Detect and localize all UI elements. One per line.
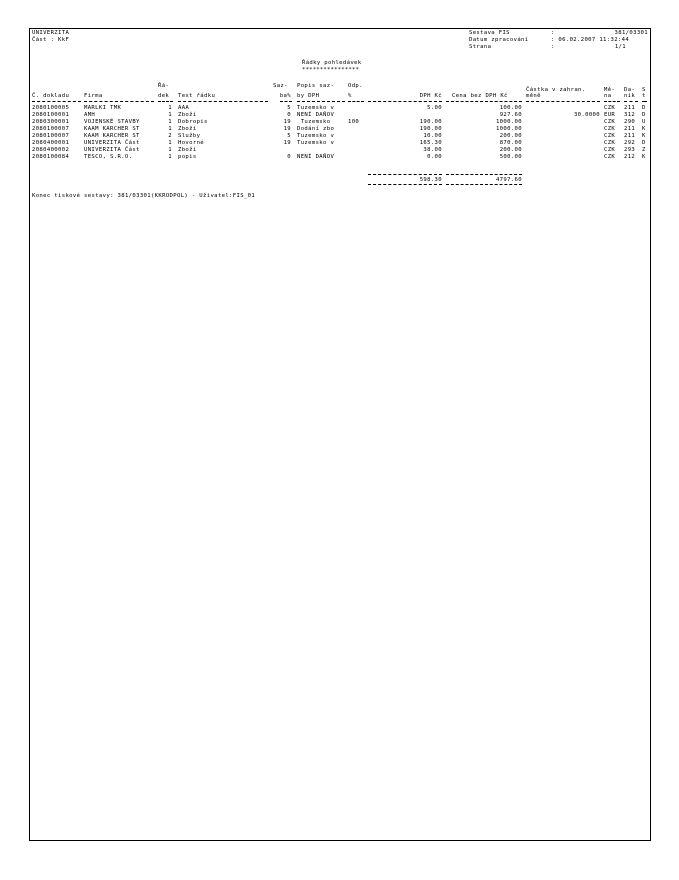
page-label: Strana — [469, 44, 492, 50]
cell-vat: 0.00 — [427, 154, 442, 160]
totals-rule — [368, 174, 442, 175]
cell-s: D — [642, 105, 646, 111]
totals-rule — [446, 174, 522, 175]
cell-s: K — [642, 133, 646, 139]
cell-cur: CZK — [604, 133, 616, 139]
cell-vat-desc: Tuzemsko v — [297, 105, 335, 111]
header-rule — [178, 101, 268, 102]
col-doc-header: Č. dokladu — [32, 93, 70, 99]
cell-text: Zboží — [178, 112, 197, 118]
page-separator: : — [551, 44, 555, 50]
cell-cur: CZK — [604, 119, 616, 125]
header-rule — [446, 101, 522, 102]
cell-vat-desc: NENÍ DAŇOV — [297, 112, 335, 118]
col-foreign-header-2: měně — [526, 93, 541, 99]
table-row — [0, 126, 679, 133]
cell-row: 1 — [168, 119, 172, 125]
table-row — [0, 133, 679, 140]
cell-foreign: 30.0000 — [573, 112, 600, 118]
cell-vat-desc: NENÍ DAŇOV — [297, 154, 335, 160]
report-footer: Konec tiskové sestavy: 381/03301(KKRODPOL) - Uživatel:FIS_01 — [32, 193, 256, 199]
cell-firm: KAAM KARCHER ST — [84, 126, 140, 132]
totals-rule — [446, 184, 522, 185]
cell-firm: VOJENSKÉ STAVBY — [84, 119, 140, 125]
cell-price: 100.00 — [499, 105, 522, 111]
cell-vat: 190.00 — [419, 119, 442, 125]
header-rule — [32, 101, 81, 102]
cell-s: Z — [642, 147, 646, 153]
cell-text: Hovorné — [178, 140, 205, 146]
cell-row: 1 — [168, 154, 172, 160]
cell-rate: 19 — [283, 140, 291, 146]
col-row-no-header-1: Řá- — [158, 83, 170, 89]
cell-text: popis — [178, 154, 197, 160]
cell-cur: CZK — [604, 154, 616, 160]
cell-price: 870.00 — [499, 140, 522, 146]
table-row — [0, 147, 679, 154]
cell-rate: 5 — [287, 105, 291, 111]
table-row — [0, 105, 679, 112]
cell-doc: 2080100001 — [32, 112, 70, 118]
cell-price: 200.00 — [499, 147, 522, 153]
col-vat-desc-header-1: Popis saz- — [297, 83, 335, 89]
cell-vat: 190.00 — [419, 126, 442, 132]
header-rule — [297, 101, 345, 102]
cell-price: 1000.00 — [495, 119, 522, 125]
cell-firm: MARLKI TMK — [84, 105, 122, 111]
cell-vat: 38.00 — [423, 147, 442, 153]
cell-text: AAA — [178, 105, 190, 111]
col-currency-header-2: na — [604, 93, 612, 99]
cell-firm: UNIVERZITA Část — [84, 140, 140, 146]
cell-price: 927.60 — [499, 112, 522, 118]
cell-doc: 2080100007 — [32, 126, 70, 132]
cell-row: 1 — [168, 112, 172, 118]
cell-period: 211 — [624, 133, 636, 139]
page-number: 1/1 — [614, 44, 626, 50]
report-title: Řádky pohledávek — [302, 60, 362, 66]
col-s-header-2: t — [642, 93, 646, 99]
header-rule — [348, 101, 364, 102]
col-s-header-1: S — [642, 87, 646, 93]
date-label: Datum zpracování — [469, 37, 529, 43]
cell-row: 1 — [168, 105, 172, 111]
cell-cur: CZK — [604, 105, 616, 111]
cell-price: 1000.00 — [495, 126, 522, 132]
report-number: 381/03301 — [614, 30, 648, 36]
cell-period: 312 — [624, 112, 636, 118]
header-rule — [624, 101, 638, 102]
cell-rate: 5 — [287, 133, 291, 139]
cell-text: Zboží — [178, 147, 197, 153]
cell-period: 292 — [624, 140, 636, 146]
col-currency-header-1: Mě- — [604, 87, 616, 93]
cell-rate: 19 — [283, 119, 291, 125]
cell-rate: 0 — [287, 112, 291, 118]
organization-name: UNIVERZITA — [32, 30, 70, 36]
cell-vat-desc: Dodání zbo — [297, 126, 335, 132]
cell-cur: EUR — [604, 112, 616, 118]
col-period-header-2: ník — [624, 93, 636, 99]
cell-vat: 165.30 — [419, 140, 442, 146]
cell-vat: 10.00 — [423, 133, 442, 139]
cell-doc: 2080300001 — [32, 119, 70, 125]
header-rule — [84, 101, 154, 102]
cell-text: Dobropis — [178, 119, 208, 125]
col-deduct-header-2: % — [348, 93, 352, 99]
col-price-header: Cena bez DPH Kč — [452, 93, 508, 99]
cell-s: D — [642, 140, 646, 146]
cell-firm: KAAM KARCHER ST — [84, 133, 140, 139]
header-rule — [604, 101, 620, 102]
cell-rate: 19 — [283, 126, 291, 132]
cell-doc: 2080100005 — [32, 105, 70, 111]
totals-rule — [368, 184, 442, 185]
header-rule — [526, 101, 600, 102]
cell-vat-desc: Tuzemsko v — [297, 140, 335, 146]
cell-vat: 5.00 — [427, 105, 442, 111]
header-rule — [368, 101, 442, 102]
col-rate-header-1: Saz- — [273, 83, 288, 89]
cell-period: 211 — [624, 126, 636, 132]
cell-deduct: 100 — [348, 119, 360, 125]
total-price: 4797.60 — [495, 177, 522, 183]
cell-period: 290 — [624, 119, 636, 125]
cell-row: 1 — [168, 147, 172, 153]
cell-row: 2 — [168, 133, 172, 139]
table-row — [0, 119, 679, 126]
col-row-no-header-2: dek — [158, 93, 170, 99]
cell-s: K — [642, 126, 646, 132]
header-rule — [158, 101, 173, 102]
cell-row: 1 — [168, 126, 172, 132]
cell-firm: UNIVERZITA Část — [84, 147, 140, 153]
col-deduct-header-1: Odp. — [348, 83, 363, 89]
cell-doc: 2080400001 — [32, 140, 70, 146]
col-rate-header-2: ba% — [279, 93, 291, 99]
cell-s: D — [642, 112, 646, 118]
title-underline: **************** — [302, 67, 360, 73]
col-foreign-header-1: Částka v zahran. — [526, 87, 586, 93]
cell-cur: CZK — [604, 147, 616, 153]
report-label: Sestava FIS — [469, 30, 510, 36]
cell-doc: 2080100007 — [32, 133, 70, 139]
table-row — [0, 112, 679, 119]
cell-cur: CZK — [604, 126, 616, 132]
cell-period: 211 — [624, 105, 636, 111]
part-label: Část : KkF — [32, 37, 70, 43]
col-vat-header: DPH Kč — [419, 93, 442, 99]
cell-doc: 2080400002 — [32, 147, 70, 153]
cell-price: 200.00 — [499, 133, 522, 139]
header-rule — [642, 101, 647, 102]
cell-doc: 2080100084 — [32, 154, 70, 160]
cell-s: K — [642, 154, 646, 160]
cell-period: 293 — [624, 147, 636, 153]
cell-vat-desc: Tuzemsko — [297, 119, 331, 125]
cell-row: 1 — [168, 140, 172, 146]
cell-s: U — [642, 119, 646, 125]
cell-vat-desc: Tuzemsko v — [297, 133, 335, 139]
cell-rate: 0 — [287, 154, 291, 160]
report-separator: : — [551, 30, 555, 36]
col-period-header-1: Da- — [624, 87, 636, 93]
col-firm-header: Firma — [84, 93, 103, 99]
cell-cur: CZK — [604, 140, 616, 146]
col-text-header: Text řádku — [178, 93, 216, 99]
header-rule — [280, 101, 292, 102]
cell-firm: TESCO, S.R.O. — [84, 154, 133, 160]
table-row — [0, 140, 679, 147]
col-vat-desc-header-2: by DPH — [297, 93, 320, 99]
cell-text: Služby — [178, 133, 201, 139]
cell-period: 212 — [624, 154, 636, 160]
cell-firm: AMH — [84, 112, 96, 118]
cell-price: 500.00 — [499, 154, 522, 160]
table-row — [0, 154, 679, 161]
cell-text: Zboží — [178, 126, 197, 132]
processing-date: : 06.02.2007 11:32:44 — [551, 37, 630, 43]
total-vat: 598.30 — [419, 177, 442, 183]
